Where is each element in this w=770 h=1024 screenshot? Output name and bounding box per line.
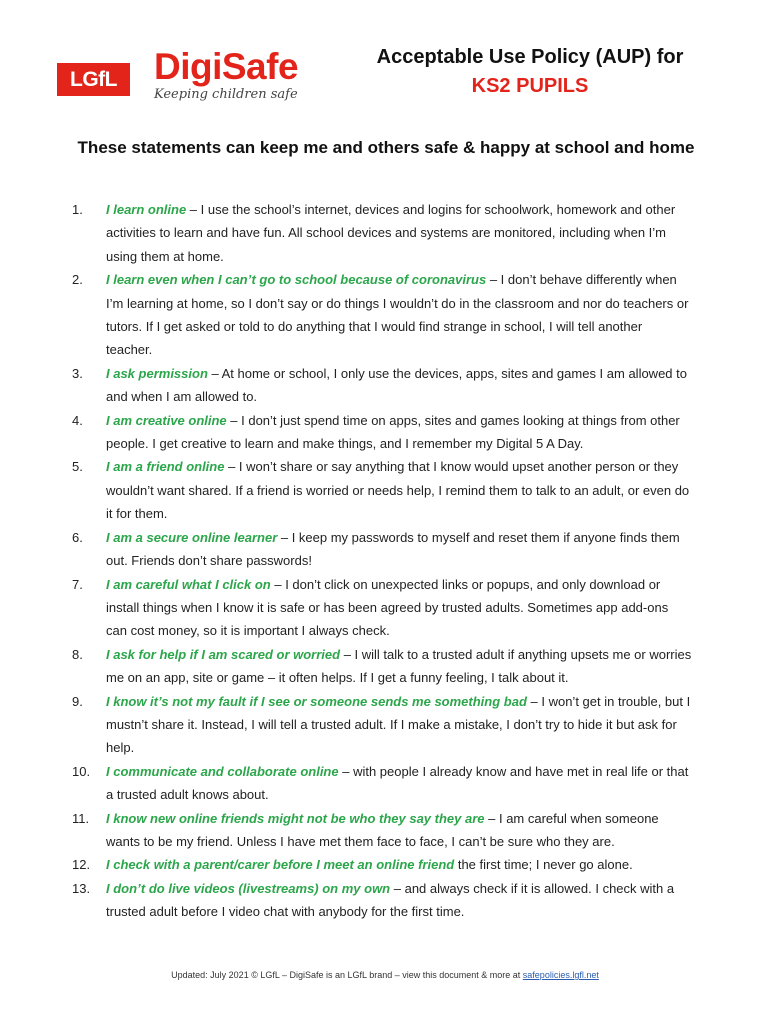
rule-item	[72, 760, 692, 807]
rule-body: – I won’t share or say anything that I know would upset another person or they wouldn’t want shared. If a friend is worried or needs help, I remind them to talk to an adult, or even do it for them.	[106, 459, 690, 522]
rule-number: 4.	[72, 412, 83, 428]
rule-number: 5.	[72, 459, 83, 475]
rule-number: 7.	[72, 576, 83, 592]
rule-highlight: I am a friend online	[106, 459, 225, 475]
rule-body: – I will talk to a trusted adult if anything upsets me or worries me on an app, site or game – it often helps. If I get a funny feeling, I talk about it.	[106, 646, 692, 686]
footer-text: Updated: July 2021 © LGfL – DigiSafe is an LGfL brand – view this document & more at	[171, 970, 523, 980]
title-line-2: KS2 PUPILS	[471, 75, 589, 97]
rule-body: – I use the school’s internet, devices and logins for schoolwork, homework and other activities to learn and have fun. All school devices and systems are monitored, including when I’m using them at home.	[106, 202, 676, 264]
rule-highlight: I learn even when I can’t go to school because of coronavirus	[106, 272, 487, 288]
rule-body: – I won’t get in trouble, but I mustn’t share it. Instead, I will tell a trusted adult. If I make a mistake, I don’t try to hide it but ask for help.	[106, 693, 691, 756]
rule-body: – I am careful when someone wants to be my friend. Unless I have met them face to face, I can’t be sure who they are.	[106, 810, 659, 849]
rule-highlight: I don’t do live videos (livestreams) on my own	[106, 880, 391, 896]
rule-text	[106, 853, 692, 876]
rule-highlight: I ask for help if I am scared or worried	[106, 646, 341, 662]
document-title	[350, 46, 710, 98]
rule-text	[106, 409, 692, 456]
rule-item	[72, 877, 692, 924]
rule-highlight: I am careful what I click on	[106, 576, 271, 592]
rule-body: the first time; I never go alone.	[454, 857, 633, 873]
rules-list	[72, 198, 692, 924]
rule-number: 8.	[72, 646, 83, 662]
rule-item	[72, 853, 692, 876]
rule-highlight: I am a secure online learner	[106, 529, 278, 545]
section-heading: These statements can keep me and others safe & happy at school and home	[77, 138, 695, 157]
rule-highlight: I know it’s not my fault if I see or someone sends me something bad	[106, 693, 527, 709]
rule-text	[106, 877, 692, 924]
brand-tagline: Keeping children safe	[154, 87, 298, 102]
title-line-1: Acceptable Use Policy (AUP) for	[376, 46, 684, 68]
rule-text	[106, 807, 692, 854]
rule-highlight: I learn online	[106, 202, 187, 217]
rule-text	[106, 198, 692, 268]
rule-highlight: I am creative online	[106, 412, 227, 428]
rule-text	[106, 760, 692, 807]
rule-item	[72, 807, 692, 854]
rule-number: 3.	[72, 365, 83, 381]
rule-text	[106, 573, 692, 643]
rule-item	[72, 198, 692, 268]
rule-item	[72, 409, 692, 456]
rule-body: – I keep my passwords to myself and reset them if anyone finds them out. Friends don’t share passwords!	[106, 529, 680, 569]
lgfl-logo: LGfL	[57, 63, 130, 96]
digisafe-logo: DigiSafe	[154, 46, 299, 87]
rule-number: 12.	[72, 857, 91, 873]
rule-item	[72, 362, 692, 409]
rule-highlight: I know new online friends might not be who they say they are	[106, 810, 485, 826]
footer	[0, 970, 770, 980]
rule-item	[72, 643, 692, 690]
rule-item	[72, 690, 692, 760]
rule-number: 6.	[72, 529, 83, 545]
rule-item	[72, 268, 692, 362]
rule-text	[106, 526, 692, 573]
rule-item	[72, 455, 692, 525]
rule-item	[72, 526, 692, 573]
rule-highlight: I ask permission	[106, 365, 208, 381]
rule-number: 11.	[72, 810, 90, 826]
rule-body: – and always check if it is allowed. I check with a trusted adult before I video chat with anybody for the first time.	[106, 880, 675, 920]
rule-body: – I don’t just spend time on apps, sites and games looking at things from other people. I get creative to learn and make things, and I remember my Digital 5 A Day.	[106, 412, 680, 452]
rule-body: – with people I already know and have met in real life or that a trusted adult knows about.	[106, 763, 689, 803]
rule-number: 10.	[72, 763, 91, 779]
rule-text	[106, 643, 692, 690]
rule-text	[106, 455, 692, 525]
rule-highlight: I communicate and collaborate online	[106, 763, 339, 779]
rule-number: 1.	[72, 202, 83, 217]
rule-body: – I don’t behave differently when I’m learning at home, so I don’t say or do things I wouldn’t do in the classroom and nor do teachers or tutors. If I get asked or told to do anything that I would find strange in school, I will tell another teacher.	[106, 272, 689, 358]
rule-highlight: I check with a parent/carer before I meet an online friend	[106, 857, 455, 873]
rule-text	[106, 690, 692, 760]
rule-number: 9.	[72, 693, 83, 709]
rule-text	[106, 362, 692, 409]
rule-number: 13.	[72, 880, 91, 896]
rule-body: – At home or school, I only use the devices, apps, sites and games I am allowed to and when I am allowed to.	[106, 365, 687, 405]
rule-body: – I don’t click on unexpected links or popups, and only download or install things when I know it is safe or has been agreed by trusted adults. Sometimes app add-ons can cost money, so it is important I always check.	[106, 576, 669, 639]
footer-link[interactable]: safepolicies.lgfl.net	[522, 970, 599, 980]
rule-item	[72, 573, 692, 643]
rule-number: 2.	[72, 272, 83, 288]
rule-text	[106, 268, 692, 362]
